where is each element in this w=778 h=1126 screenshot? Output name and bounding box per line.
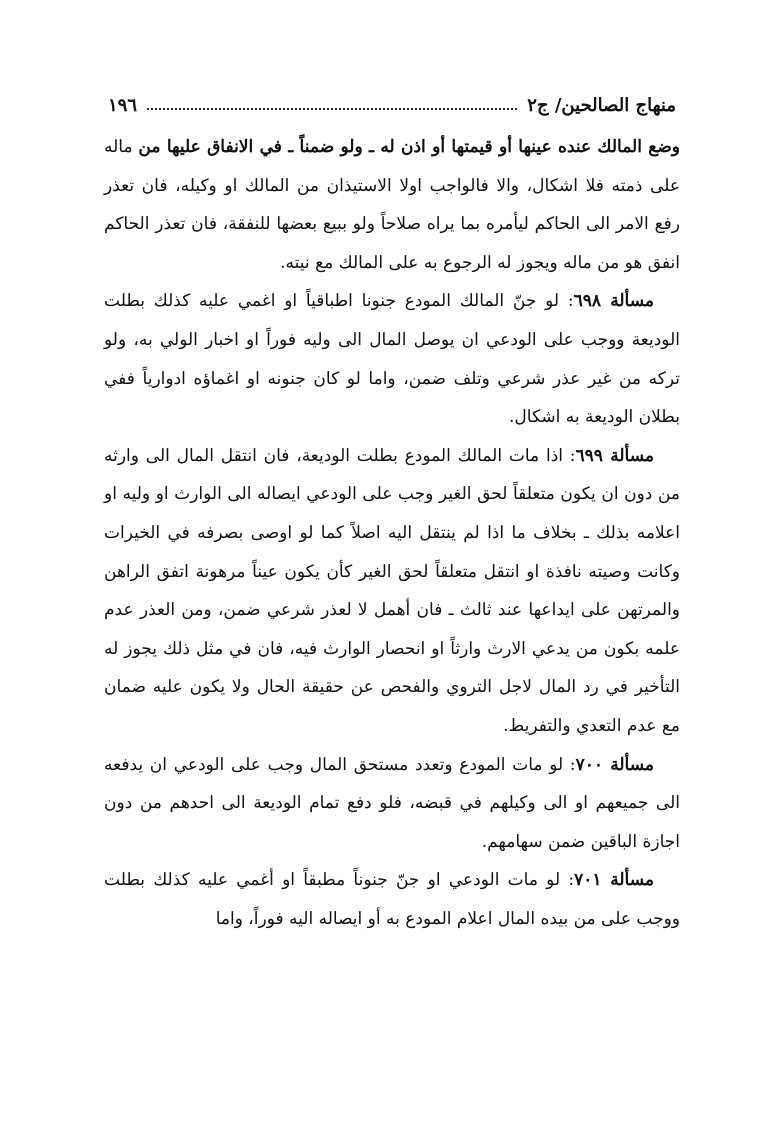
paragraph-continuation: [104, 128, 680, 282]
masala-label: مسألة ٧٠١: [574, 870, 654, 891]
paragraph-text: : اذا مات المالك المودع بطلت الوديعة، فان انتقل المال الى وارثه من دون ان يكون متعلقاً لحق الغير وجب على الودعي ايصاله الى الوارث او وليه او اعلامه بذلك ـ بخلاف ما اذا لم ينتقل اليه اصلاً كما لو اوصى بصرفه في الخيرات وكانت وصيته نافذة او انتقل متعلقاً لحق الغير كأن يكون عيناً مرهونة اتفق الراهن والمرتهن على ايداعها عند ثالث ـ فان أهمل لا لعذر شرعي ضمن، ومن العذر عدم علمه بكون من يدعي الارث وارثاً او انحصار الوارث فيه، فان في مثل ذلك يجوز له التأخير في رد المال لاجل التروي والفحص عن حقيقة الحال ولا يكون عليه ضمان مع عدم التعدي والتفريط.: [104, 445, 680, 736]
page-number: ١٩٦: [108, 95, 138, 116]
masala-699: [104, 437, 680, 746]
paragraph-text: : لو جنّ المالك المودع جنونا اطباقياً او اغمي عليه كذلك بطلت الوديعة ووجب على الودعي ان يوصل المال الى وليه فوراً او اخبار الولي به، ولو تركه من غير عذر شرعي وتلف ضمن، واما لو كان جنونه او اغماؤه ادوارياً ففي بطلان الوديعة به اشكال.: [104, 291, 680, 428]
paragraph-text: : لو مات الودعي او جنّ جنوناً مطبقاً او أغمي عليه كذلك بطلت ووجب على من بيده المال اعلام المودع به أو ايصاله اليه فوراً، واما: [104, 870, 680, 929]
masala-label: مسألة ٦٩٩: [575, 445, 655, 466]
running-title: منهاج الصالحين/ ج٢: [527, 95, 676, 116]
masala-label: مسألة ٧٠٠: [575, 754, 654, 775]
masala-700: [104, 746, 680, 862]
masala-701: [104, 861, 680, 938]
masala-698: [104, 282, 680, 436]
bold-lead-text: وضع المالك عنده عينها أو قيمتها أو اذن له ـ ولو ضمناً ـ في الانفاق عليها من: [138, 137, 680, 157]
masala-label: مسألة ٦٩٨: [573, 291, 654, 312]
header-dot-leader: [147, 108, 517, 110]
body-text: [104, 128, 680, 938]
paragraph-text: : لو مات المودع وتعدد مستحق المال وجب على الودعي ان يدفعه الى جميعهم او الى وكيلهم في قبضه، فلو دفع تمام الوديعة الى احدهم من دون اجازة الباقين ضمن سهامهم.: [104, 754, 680, 852]
paragraph-text: ماله على ذمته فلا اشكال، والا فالواجب اولا الاستيذان من المالك او وكيله، فان تعذر رفع الامر الى الحاكم ليأمره بما يراه صلاحاً ولو ببيع بعضها للنفقة، فان تعذر الحاكم انفق هو من ماله ويجوز له الرجوع به على المالك مع نيته.: [104, 137, 680, 273]
page-header: [108, 86, 676, 116]
